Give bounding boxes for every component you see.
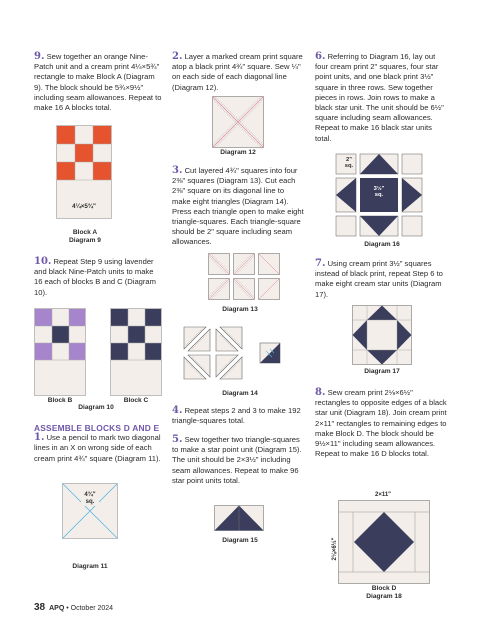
diagram-12-caption: Diagram 12 <box>220 149 256 156</box>
step-number: 4. <box>172 405 183 416</box>
step-text: Repeat steps 2 and 3 to make 192 triangle-squares total. <box>172 406 301 426</box>
step-number: 6. <box>315 51 326 62</box>
diagram-12-sewn-square <box>212 96 264 148</box>
diagram-16-caption: Diagram 16 <box>364 241 400 248</box>
step-text: Use a pencil to mark two diagonal lines in an X on wrong side of each cream print 4¾" square (Diagram 11). <box>34 433 161 463</box>
star-point-bottom <box>360 216 398 236</box>
step-text: Cut layered 4¾" squares into four 2⅜" squares (Diagram 13). Cut each 2⅜" square on its diagonal line to make eight triangles (Diagram 14). Press each triangle open to make eight triangle-squares. Each triangle-square should be 2" square including seam allowances. <box>172 166 304 247</box>
block-b-label: Block B <box>47 397 73 404</box>
diagram-10-block-b <box>34 308 86 396</box>
star-point-left <box>336 178 356 212</box>
step-number: 5. <box>172 434 183 445</box>
diagram-11-caption: Diagram 11 <box>72 563 108 570</box>
step-text: Sew cream print 2⅛×6½" rectangles to opposite edges of a black star unit (Diagram 18). Join cream print 2×11" rectangles to remaining edges to make Block D. The block should be 9½×11" including seam allowances. Repeat to make 16 D blocks total. <box>315 388 447 459</box>
diagram-14-caption: Diagram 14 <box>222 390 258 397</box>
step-3 <box>172 166 304 248</box>
step-8 <box>315 388 447 459</box>
diagram-11-size-label: 4¾" sq. <box>84 492 96 505</box>
section-heading: ASSEMBLE BLOCKS D AND E <box>34 423 160 433</box>
diagram-15-caption: Diagram 15 <box>222 537 258 544</box>
step-9 <box>34 52 162 113</box>
diagram-18-top-label: 2×11" <box>374 492 392 498</box>
page-footer <box>34 602 113 613</box>
step-number: 8. <box>315 387 326 398</box>
diagram-18-side-label: 2⅛×6½" <box>332 537 338 561</box>
step-5 <box>172 435 306 486</box>
step-10 <box>34 257 162 298</box>
diagram-17-cream-star-unit <box>352 305 412 365</box>
magazine-name: APQ <box>49 605 65 612</box>
diagram-13-caption: Diagram 13 <box>222 306 258 313</box>
step-text: Sew together an orange Nine-Patch unit and a cream print 4¼×5¾" rectangle to make Block A (Diagram 9). The block should be 5¾×9½" including seam allowances. Repeat to make 16 A blocks total. <box>34 52 162 113</box>
diagram-18-block-d <box>338 500 430 584</box>
diagram-17-caption: Diagram 17 <box>364 368 400 375</box>
diagram-14-triangles <box>180 323 290 383</box>
issue-date: • October 2024 <box>64 605 114 612</box>
block-c-label: Block C <box>123 397 149 404</box>
step-number: 1. <box>34 432 45 444</box>
step-number: 9. <box>34 51 45 62</box>
page-number: 38 <box>34 602 46 613</box>
step-6 <box>315 52 445 144</box>
diagram-10-caption: Diagram 10 <box>78 404 114 411</box>
step-text: Sew together two triangle-squares to make a star point unit (Diagram 15). The unit should be 2×3½" including seam allowances. Repeat to make 96 star point units total. <box>172 435 302 485</box>
star-point-right <box>402 178 422 212</box>
step-2 <box>172 52 304 93</box>
step-text: Referring to Diagram 16, lay out four cream print 2" squares, four star point units, and one black print 3½" square in three rows. Sew together pieces in rows. Join rows to make a black star unit. The unit should be 6½" square including seam allowances. Repeat to make 16 black star units total. <box>315 52 444 143</box>
diagram-13-cut-squares-right <box>258 253 282 302</box>
step-text: Layer a marked cream print square atop a black print 4¾" square. Sew ¼" on each side of each diagonal line (Diagram 12). <box>172 52 303 92</box>
step-number: 10. <box>34 256 52 267</box>
step-text: Using cream print 3½" squares instead of black print, repeat Step 6 to make eight cream star units (Diagram 17). <box>315 259 443 299</box>
step-7 <box>315 259 445 300</box>
diagram-16-label-2in: 2" sq. <box>344 157 354 170</box>
step-number: 3. <box>172 165 183 176</box>
diagram-10-block-c <box>110 308 162 396</box>
triangle-square-pressed <box>260 343 280 363</box>
diagram-15-star-point-unit <box>214 505 264 531</box>
step-4 <box>172 406 306 426</box>
step-number: 2. <box>172 51 183 62</box>
assemble-section <box>34 423 164 464</box>
step-text: Repeat Step 9 using lavender and black Nine-Patch units to make 16 each of blocks B and C (Diagram 10). <box>34 257 156 297</box>
diagram-18-caption: Block D Diagram 18 <box>366 585 402 600</box>
diagram-16-label-3-5in: 3½" sq. <box>373 186 385 199</box>
orange-nine-patch <box>57 126 111 180</box>
diagram-9-caption: Block A Diagram 9 <box>69 229 101 244</box>
star-point-top <box>360 154 398 174</box>
step-number: 7. <box>315 258 326 269</box>
diagram-9-size-label: 4¼×5¾" <box>72 203 96 210</box>
